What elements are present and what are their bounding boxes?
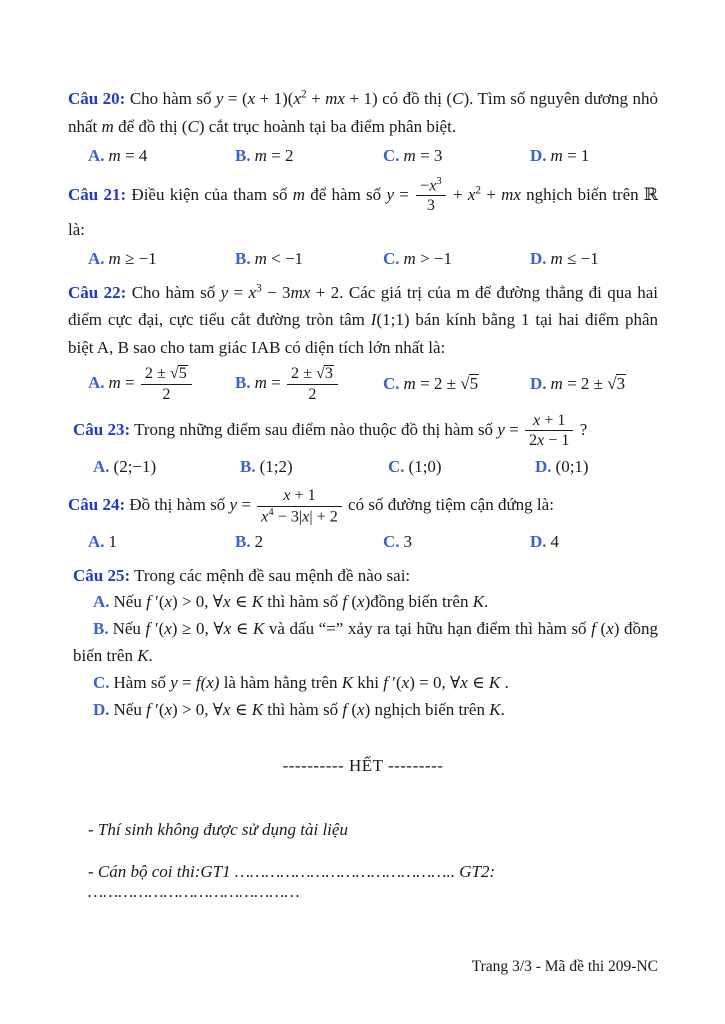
option-text: m = $\frac{2 \pm √5}{2}$ bbox=[109, 373, 194, 392]
option-D bbox=[530, 246, 658, 272]
option-D bbox=[530, 143, 658, 169]
option-text: (1;2) bbox=[259, 456, 293, 476]
question-text: Điều kiện của tham số m để hàm số y = $\frac{-x^3}{3}$ + $x^2$ + mx nghịch biến trên ℝ là: bbox=[68, 175, 659, 239]
question-22 bbox=[68, 279, 658, 404]
question-body bbox=[68, 486, 658, 526]
question-20 bbox=[68, 85, 658, 169]
option-D bbox=[530, 371, 658, 397]
option-letter: C. bbox=[383, 146, 400, 166]
option-letter: B. bbox=[235, 532, 251, 552]
option-text: 3 bbox=[403, 532, 413, 552]
option-text: Nếu f ′(x) ≥ 0, ∀x ∈ K và dấu “=” xảy ra tại hữu hạn điểm thì hàm số f (x) đồng biến trên K. bbox=[73, 619, 658, 666]
option-text: m < −1 bbox=[254, 249, 304, 269]
questions bbox=[68, 85, 658, 724]
option-A bbox=[88, 364, 235, 404]
question-body bbox=[68, 85, 658, 140]
option-C bbox=[388, 454, 535, 480]
question-label: Câu 25: bbox=[73, 565, 131, 585]
option-letter: D. bbox=[530, 146, 547, 166]
option-text: m = 4 bbox=[108, 146, 148, 166]
question-label: Câu 23: bbox=[73, 419, 131, 439]
option-letter: C. bbox=[383, 249, 400, 269]
question-text: Đồ thị hàm số y = $\frac{x + 1}{x^4 - 3|x| + 2}$ có số đường tiệm cận đứng là: bbox=[129, 487, 554, 526]
option-text: (1;0) bbox=[408, 456, 442, 476]
option-letter: A. bbox=[93, 456, 110, 476]
option-letter: B. bbox=[235, 373, 251, 393]
question-25 bbox=[68, 562, 658, 724]
option-letter: B. bbox=[235, 249, 251, 269]
option-B bbox=[235, 143, 383, 169]
option-letter: A. bbox=[88, 532, 105, 552]
option-C bbox=[383, 529, 530, 555]
question-label: Câu 21: bbox=[68, 184, 127, 204]
option-B bbox=[240, 454, 388, 480]
option-D bbox=[535, 454, 658, 480]
page-footer: Trang 3/3 - Mã đề thi 209-NC bbox=[471, 958, 658, 975]
option-letter: D. bbox=[530, 249, 547, 269]
option-text: m = 2 bbox=[254, 146, 294, 166]
options-row bbox=[73, 454, 658, 480]
question-23 bbox=[68, 411, 658, 479]
option-text: m ≤ −1 bbox=[550, 249, 599, 269]
option-text: Nếu f ′(x) > 0, ∀x ∈ K thì hàm số f (x)đồng biến trên K. bbox=[113, 592, 489, 612]
option-text: Hàm số y = f(x) là hàm hằng trên K khi f ′(x) = 0, ∀x ∈ K . bbox=[113, 673, 509, 693]
question-label: Câu 22: bbox=[68, 282, 127, 302]
question-text: Cho hàm số $y = (x + 1)(x^2$ + mx + 1) có đồ thị (C). Tìm số nguyên dương nhỏ nhất m để đồ thị (C) cắt trục hoành tại ba điểm phân biệt. bbox=[68, 88, 658, 136]
option-text: m = $\frac{2 \pm √3}{2}$ bbox=[255, 373, 340, 392]
option-text: m = 2 ± √5 bbox=[403, 374, 479, 394]
question-21 bbox=[68, 176, 658, 272]
option-text: Nếu f ′(x) > 0, ∀x ∈ K thì hàm số f (x) nghịch biến trên K. bbox=[113, 699, 505, 719]
option-A bbox=[88, 529, 235, 555]
option-text: 1 bbox=[108, 532, 118, 552]
exam-note-proctors: - Cán bộ coi thi:GT1 …………………………………….. GT2: …………………………………… bbox=[88, 861, 496, 901]
option-letter: C. bbox=[383, 532, 400, 552]
option-A bbox=[93, 454, 240, 480]
option-C bbox=[383, 246, 530, 272]
option-D bbox=[530, 529, 658, 555]
question-body bbox=[73, 562, 658, 590]
option-text: 2 bbox=[254, 532, 264, 552]
option-letter: B. bbox=[240, 456, 256, 476]
options-row bbox=[68, 143, 658, 169]
option-letter: C. bbox=[388, 456, 405, 476]
option-B bbox=[235, 246, 383, 272]
option-letter: D. bbox=[530, 374, 547, 394]
option-letter: A. bbox=[93, 592, 110, 612]
option-text: m = 2 ± √3 bbox=[550, 374, 626, 394]
option-text: 4 bbox=[550, 532, 560, 552]
option-text: (2;−1) bbox=[113, 456, 157, 476]
option-text: m > −1 bbox=[403, 249, 452, 269]
question-label: Câu 20: bbox=[68, 89, 126, 108]
option-C bbox=[383, 371, 530, 397]
option-letter: D. bbox=[530, 532, 547, 552]
option-text: (0;1) bbox=[555, 456, 589, 476]
option-letter: B. bbox=[235, 146, 251, 166]
question-text: Trong những điểm sau điểm nào thuộc đồ thị hàm số y = $\frac{x + 1}{2x - 1}$ ? bbox=[134, 412, 588, 450]
option-B bbox=[235, 529, 383, 555]
options-row bbox=[68, 529, 658, 555]
end-marker: ---------- HẾT --------- bbox=[282, 755, 444, 775]
option-letter: A. bbox=[88, 249, 105, 269]
question-text: Cho hàm số $y = x^3 - 3mx + 2$. Các giá trị của m để đường thẳng đi qua hai điểm cực đại, cực tiểu cắt đường tròn tâm I(1;1) bán kính bằng 1 tại hai điểm phân biệt A, B sao cho tam giác IAB có diện tích lớn nhất là: bbox=[68, 282, 658, 357]
option-B bbox=[73, 616, 658, 670]
option-D bbox=[73, 697, 658, 724]
question-label: Câu 24: bbox=[68, 495, 126, 515]
option-C bbox=[73, 670, 658, 697]
options-row bbox=[68, 364, 658, 404]
option-text: m = 1 bbox=[550, 146, 590, 166]
option-text: m ≥ −1 bbox=[108, 249, 157, 269]
option-C bbox=[383, 143, 530, 169]
option-letter: D. bbox=[535, 456, 552, 476]
option-letter: C. bbox=[383, 374, 400, 394]
question-body bbox=[73, 411, 658, 451]
option-A bbox=[88, 246, 235, 272]
question-text: Trong các mệnh đề sau mệnh đề nào sai: bbox=[134, 565, 411, 585]
option-letter: A. bbox=[88, 373, 105, 393]
question-body bbox=[68, 176, 658, 244]
option-letter: C. bbox=[93, 673, 110, 693]
exam-notes bbox=[68, 820, 658, 902]
question-body bbox=[68, 279, 658, 362]
option-B bbox=[235, 364, 383, 404]
option-letter: A. bbox=[88, 146, 105, 166]
options-row bbox=[68, 246, 658, 272]
option-A bbox=[88, 143, 235, 169]
option-text: m = 3 bbox=[403, 146, 443, 166]
question-24 bbox=[68, 486, 658, 555]
option-letter: D. bbox=[93, 699, 110, 719]
exam-note-materials: - Thí sinh không được sử dụng tài liệu bbox=[88, 819, 348, 839]
option-letter: B. bbox=[93, 619, 109, 639]
option-A bbox=[73, 589, 658, 616]
